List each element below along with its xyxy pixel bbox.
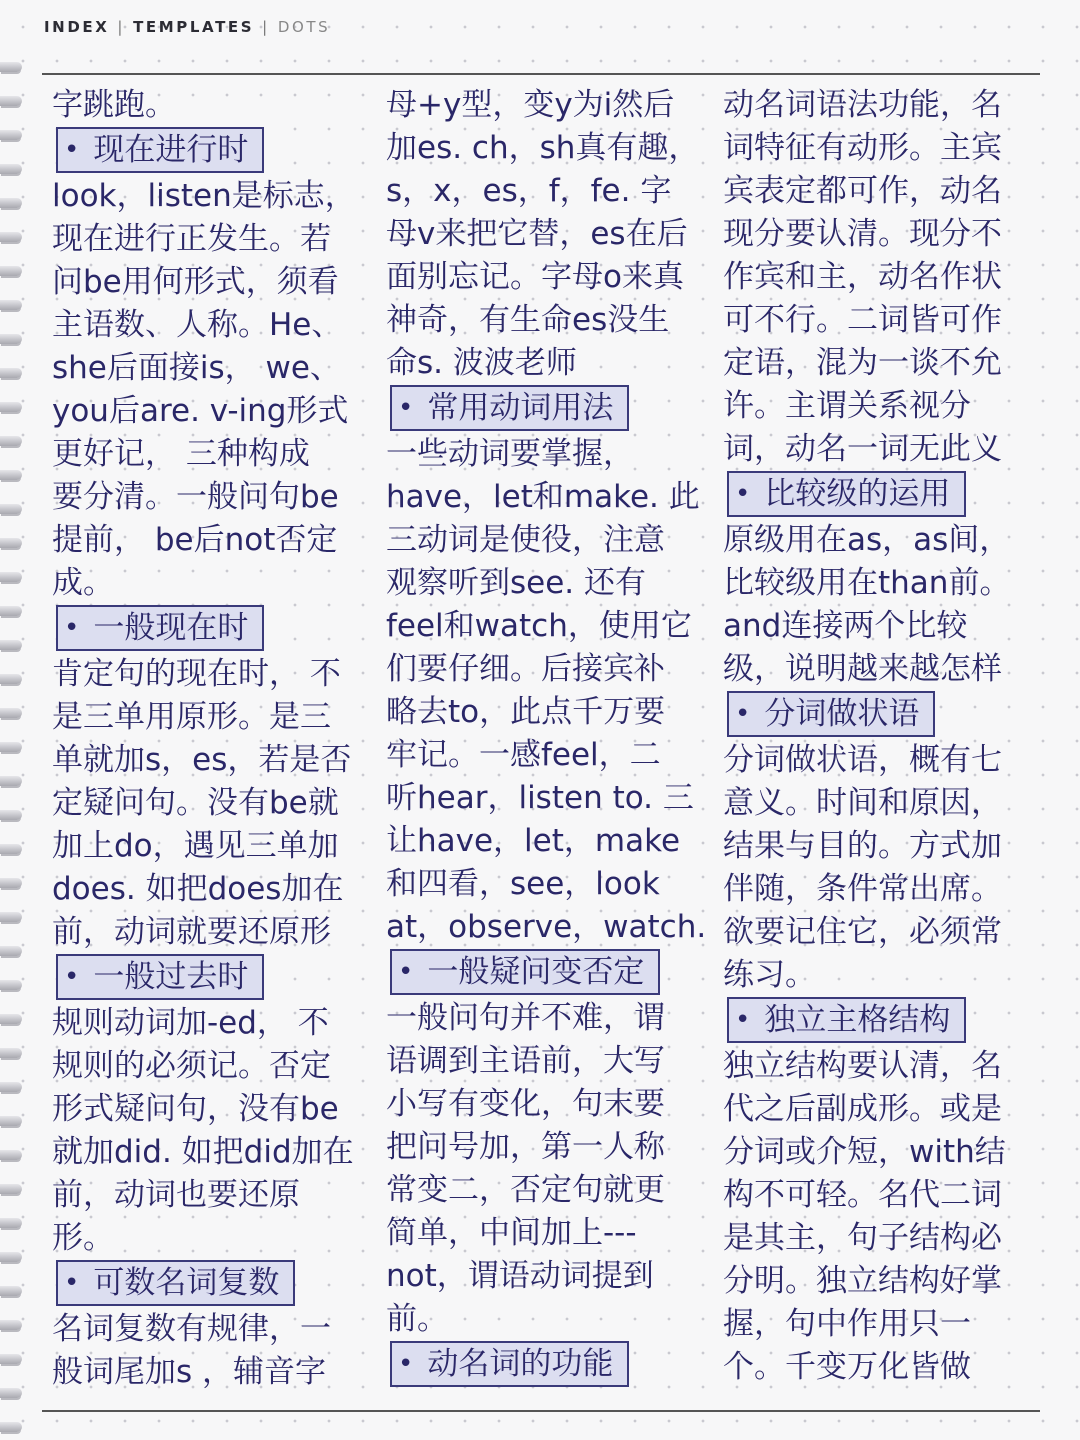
note-line: she后面接is， we、: [52, 350, 341, 386]
note-line: 简单，中间加上---: [386, 1215, 637, 1251]
note-line: 是其主，句子结构必: [723, 1220, 1002, 1256]
binding-ring: [0, 674, 22, 684]
bullet-icon: •: [64, 135, 80, 165]
note-line: 分词做状语，概有七: [723, 742, 1002, 778]
bullet-icon: •: [64, 1268, 80, 1298]
binding-ring: [0, 844, 22, 854]
note-line: 规则动词加-ed， 不: [52, 1005, 329, 1041]
note-line: 现在进行正发生。若: [52, 221, 331, 257]
note-line: 般词尾加s ，辅音字: [52, 1354, 327, 1390]
note-line: 词，动名一词无此义: [723, 431, 1002, 467]
note-line: 独立结构要认清，名: [723, 1048, 1002, 1084]
binding-ring: [0, 946, 22, 956]
note-line: 许。主谓关系视分: [723, 388, 971, 424]
note-line: 练习。: [723, 957, 816, 993]
note-line: 动名词语法功能，名: [723, 87, 1002, 123]
note-line: 母v来把它替，es在后: [386, 216, 688, 252]
binding-ring: [0, 742, 22, 752]
binding-ring: [0, 980, 22, 990]
note-line: 现分要认清。现分不: [723, 216, 1002, 252]
note-line: 字跳跑。: [52, 87, 176, 123]
bullet-icon: •: [398, 957, 414, 987]
section-heading-text: 一般疑问变否定: [427, 954, 645, 990]
binding-ring: [0, 1354, 22, 1364]
section-heading-text: 动名词的功能: [427, 1346, 614, 1382]
note-line: feel和watch，使用它: [386, 608, 692, 644]
section-heading: [390, 385, 629, 431]
note-line: 听hear，listen to. 三: [386, 780, 694, 816]
note-line: 小写有变化，句末要: [386, 1086, 665, 1122]
note-line: 常变二，否定句就更: [386, 1172, 665, 1208]
note-line: 分词或介短，with结: [723, 1134, 1006, 1170]
section-heading: [390, 1341, 629, 1387]
note-line: look，listen是标志，: [52, 178, 356, 214]
binding-ring: [0, 436, 22, 446]
note-line: 把问号加，第一人称: [386, 1129, 665, 1165]
binding-ring: [0, 708, 22, 718]
binding-ring: [0, 470, 22, 480]
bullet-icon: •: [64, 962, 80, 992]
note-line: 命s. 波波老师: [386, 345, 577, 381]
note-line: 形。: [52, 1220, 114, 1256]
binding-ring: [0, 1252, 22, 1262]
binding-ring: [0, 1014, 22, 1024]
note-line: 加上do，遇见三单加: [52, 828, 339, 864]
binding-ring: [0, 402, 22, 412]
section-heading-text: 一般现在时: [93, 610, 249, 646]
bullet-icon: •: [398, 1349, 414, 1379]
section-heading-text: 独立主格结构: [764, 1002, 951, 1038]
binding-ring: [0, 164, 22, 174]
note-line: 一般问句并不难，谓: [386, 1000, 665, 1036]
note-line: 结果与目的。方式加: [723, 828, 1002, 864]
nav-separator: |: [117, 18, 126, 36]
note-line: and连接两个比较: [723, 608, 968, 644]
note-line: 前，动词也要还原: [52, 1177, 300, 1213]
bullet-icon: •: [735, 1005, 751, 1035]
section-heading-text: 常用动词用法: [427, 390, 614, 426]
top-divider: [42, 73, 1040, 75]
binding-ring: [0, 1218, 22, 1228]
binding-ring: [0, 572, 22, 582]
binding-ring: [0, 1320, 22, 1330]
note-line: 握，句中作用只一: [723, 1306, 971, 1342]
note-line: 让have，let，make: [386, 823, 681, 859]
note-line: 母+y型，变y为i然后: [386, 87, 675, 123]
notes-column-2: [386, 84, 708, 1402]
note-line: have，let和make. 此: [386, 479, 700, 515]
binding-ring: [0, 504, 22, 514]
bullet-icon: •: [735, 699, 751, 729]
note-line: 比较级用在than前。: [723, 565, 1011, 601]
note-line: 观察听到see. 还有: [386, 565, 647, 601]
note-line: 规则的必须记。否定: [52, 1048, 331, 1084]
note-line: 代之后副成形。或是: [723, 1091, 1002, 1127]
note-line: 作宾和主，动名作状: [723, 259, 1002, 295]
binding-ring: [0, 96, 22, 106]
note-line: 个。千变万化皆做: [723, 1349, 971, 1385]
note-line: you后are. v-ing形式: [52, 393, 349, 429]
section-heading: [56, 605, 264, 651]
note-line: 定疑问句。没有be就: [52, 785, 339, 821]
section-heading-text: 现在进行时: [93, 132, 249, 168]
note-line: 一些动词要掌握，: [386, 436, 634, 472]
note-line: 级，说明越来越怎样: [723, 651, 1002, 687]
note-line: 是三单用原形。是三: [52, 699, 331, 735]
section-heading: [727, 471, 966, 517]
binding-ring: [0, 1286, 22, 1296]
binding-ring: [0, 198, 22, 208]
note-line: 们要仔细。后接宾补: [386, 651, 665, 687]
bullet-icon: •: [64, 613, 80, 643]
binding-ring: [0, 1150, 22, 1160]
note-line: 意义。时间和原因，: [723, 785, 1002, 821]
note-line: 原级用在as，as间，: [723, 522, 1011, 558]
note-line: 要分清。一般问句be: [52, 479, 339, 515]
binding-ring: [0, 1048, 22, 1058]
note-line: 单就加s，es，若是否: [52, 742, 352, 778]
binding-ring: [0, 1082, 22, 1092]
note-line: 更好记， 三种构成: [52, 436, 310, 472]
note-line: 三动词是使役，注意: [386, 522, 665, 558]
binding-ring: [0, 810, 22, 820]
binding-ring: [0, 1388, 22, 1398]
top-navigation: [44, 16, 330, 38]
note-line: 前。: [386, 1301, 448, 1337]
binding-ring: [0, 538, 22, 548]
note-line: 名词复数有规律，一: [52, 1311, 331, 1347]
note-line: 词特征有动形。主宾: [723, 130, 1002, 166]
section-heading: [390, 949, 660, 995]
bullet-icon: •: [735, 479, 751, 509]
binding-ring: [0, 606, 22, 616]
nav-separator: |: [262, 18, 270, 36]
spiral-binding: [0, 0, 26, 1440]
note-line: 定语，混为一谈不允: [723, 345, 1002, 381]
binding-ring: [0, 912, 22, 922]
note-line: 和四看，see，look: [386, 866, 660, 902]
bottom-divider: [42, 1410, 1040, 1412]
note-line: 牢记。一感feel，二: [386, 737, 661, 773]
note-line: 略去to，此点千万要: [386, 694, 666, 730]
binding-ring: [0, 776, 22, 786]
binding-ring: [0, 1116, 22, 1126]
section-heading: [56, 127, 264, 173]
note-line: 宾表定都可作，动名: [723, 173, 1002, 209]
section-heading: [56, 954, 264, 1000]
note-line: 就加did. 如把did加在: [52, 1134, 354, 1170]
note-line: 构不可轻。名代二词: [723, 1177, 1002, 1213]
note-line: 前，动词就要还原形: [52, 914, 331, 950]
note-line: 加es. ch，sh真有趣，: [386, 130, 700, 166]
note-line: 问be用何形式，须看: [52, 264, 339, 300]
binding-ring: [0, 300, 22, 310]
note-line: 成。: [52, 565, 114, 601]
binding-ring: [0, 1422, 22, 1432]
note-line: 欲要记住它，必须常: [723, 914, 1002, 950]
note-line: at，observe，watch.: [386, 909, 707, 945]
binding-ring: [0, 640, 22, 650]
note-line: 主语数、人称。He、: [52, 307, 343, 343]
note-line: 语调到主语前，大写: [386, 1043, 665, 1079]
note-line: 形式疑问句，没有be: [52, 1091, 339, 1127]
section-heading-text: 比较级的运用: [764, 476, 951, 512]
note-line: not，谓语动词提到: [386, 1258, 654, 1294]
note-line: 肯定句的现在时， 不: [52, 656, 341, 692]
binding-ring: [0, 62, 22, 72]
binding-ring: [0, 232, 22, 242]
note-line: s，x，es，f，fe. 字: [386, 173, 672, 209]
binding-ring: [0, 334, 22, 344]
section-heading-text: 分词做状语: [764, 696, 920, 732]
note-line: 分明。独立结构好掌: [723, 1263, 1002, 1299]
binding-ring: [0, 1184, 22, 1194]
binding-ring: [0, 368, 22, 378]
note-line: 可不行。二词皆可作: [723, 302, 1002, 338]
notes-column-1: [52, 84, 370, 1402]
nav-index-link[interactable]: INDEX: [44, 18, 110, 36]
bullet-icon: •: [398, 393, 414, 423]
note-line: 面别忘记。字母o来真: [386, 259, 684, 295]
section-heading-text: 可数名词复数: [93, 1265, 280, 1301]
notes-column-3: [723, 84, 1039, 1402]
nav-dots-link[interactable]: DOTS: [277, 18, 331, 36]
binding-ring: [0, 878, 22, 888]
binding-ring: [0, 266, 22, 276]
nav-templates-link[interactable]: TEMPLATES: [133, 18, 255, 36]
note-line: does. 如把does加在: [52, 871, 344, 907]
section-heading: [727, 691, 935, 737]
section-heading: [727, 997, 966, 1043]
note-line: 神奇，有生命es没生: [386, 302, 670, 338]
note-line: 提前， be后not否定: [52, 522, 338, 558]
section-heading: [56, 1260, 295, 1306]
binding-ring: [0, 130, 22, 140]
section-heading-text: 一般过去时: [93, 959, 249, 995]
note-line: 伴随，条件常出席。: [723, 871, 1002, 907]
